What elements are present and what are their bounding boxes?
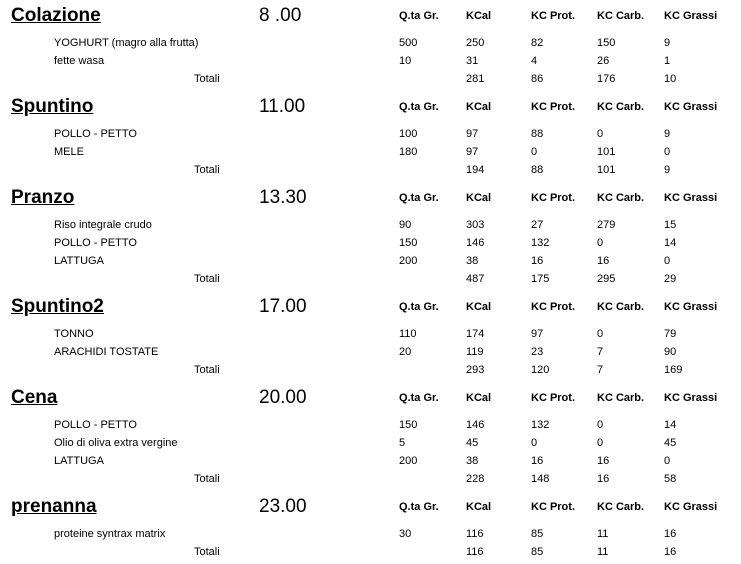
kcal-value: 146 (466, 237, 485, 249)
fat-value: 0 (664, 146, 671, 158)
meal-section (0, 187, 741, 290)
header-kcal: KCal (466, 101, 492, 113)
header-fat: KC Grassi (664, 101, 718, 113)
protein-value: 132 (531, 419, 550, 431)
total-protein: 148 (531, 473, 550, 485)
meal-title: Spuntino2 (11, 296, 104, 317)
protein-value: 88 (531, 128, 544, 140)
food-name: Riso integrale crudo (54, 219, 152, 231)
carbs-value: 0 (597, 237, 604, 249)
header-fat: KC Grassi (664, 192, 718, 204)
kcal-value: 303 (466, 219, 485, 231)
header-kcal: KCal (466, 301, 492, 313)
food-row (0, 454, 741, 472)
kcal-value: 119 (466, 346, 484, 358)
qty-value: 150 (399, 237, 418, 249)
protein-value: 23 (531, 346, 544, 358)
kcal-value: 250 (466, 37, 485, 49)
fat-value: 16 (664, 528, 677, 540)
carbs-value: 279 (597, 219, 616, 231)
fat-value: 45 (664, 437, 677, 449)
totals-row (0, 72, 741, 90)
header-carbs: KC Carb. (597, 392, 645, 404)
qty-value: 500 (399, 37, 418, 49)
header-kcal: KCal (466, 10, 492, 22)
fat-value: 90 (664, 346, 677, 358)
meal-time: 13.30 (259, 187, 307, 208)
meal-title: Pranzo (11, 187, 75, 208)
totals-label: Totali (194, 73, 220, 85)
total-protein: 86 (531, 73, 544, 85)
fat-value: 9 (664, 128, 671, 140)
qty-value: 20 (399, 346, 412, 358)
meal-time: 8 .00 (259, 5, 302, 26)
carbs-value: 26 (597, 55, 610, 67)
meal-section (0, 496, 741, 563)
totals-row (0, 472, 741, 490)
totals-label: Totali (194, 546, 220, 558)
header-qty: Q.ta Gr. (399, 101, 439, 113)
total-protein: 88 (531, 164, 544, 176)
food-row (0, 345, 741, 363)
total-fat: 29 (664, 273, 677, 285)
qty-value: 30 (399, 528, 412, 540)
totals-row (0, 163, 741, 181)
total-kcal: 487 (466, 273, 485, 285)
food-row (0, 54, 741, 72)
qty-value: 110 (399, 328, 417, 340)
food-name: fette wasa (54, 55, 105, 67)
fat-value: 0 (664, 455, 671, 467)
header-qty: Q.ta Gr. (399, 10, 439, 22)
qty-value: 100 (399, 128, 418, 140)
kcal-value: 146 (466, 419, 485, 431)
carbs-value: 0 (597, 128, 604, 140)
food-name: YOGHURT (magro alla frutta) (54, 37, 199, 49)
food-row (0, 127, 741, 145)
qty-value: 200 (399, 255, 418, 267)
meal-time: 20.00 (259, 387, 307, 408)
protein-value: 16 (531, 255, 544, 267)
total-protein: 85 (531, 546, 544, 558)
header-kcal: KCal (466, 501, 492, 513)
food-name: LATTUGA (54, 255, 104, 267)
carbs-value: 16 (597, 255, 610, 267)
food-row (0, 327, 741, 345)
food-row (0, 218, 741, 236)
meal-title: Spuntino (11, 96, 94, 117)
header-qty: Q.ta Gr. (399, 392, 439, 404)
meal-title: Colazione (11, 5, 101, 26)
kcal-value: 97 (466, 128, 479, 140)
total-fat: 169 (664, 364, 683, 376)
totals-row (0, 363, 741, 381)
fat-value: 1 (664, 55, 671, 67)
fat-value: 79 (664, 328, 677, 340)
total-carbs: 101 (597, 164, 616, 176)
kcal-value: 38 (466, 255, 479, 267)
header-kcal: KCal (466, 392, 492, 404)
total-carbs: 176 (597, 73, 616, 85)
carbs-value: 11 (597, 528, 609, 540)
fat-value: 14 (664, 237, 677, 249)
total-protein: 175 (531, 273, 550, 285)
meal-time: 17.00 (259, 296, 307, 317)
total-kcal: 228 (466, 473, 485, 485)
total-kcal: 293 (466, 364, 485, 376)
fat-value: 0 (664, 255, 671, 267)
totals-label: Totali (194, 473, 220, 485)
food-name: ARACHIDI TOSTATE (54, 346, 159, 358)
protein-value: 97 (531, 328, 544, 340)
food-row (0, 418, 741, 436)
carbs-value: 150 (597, 37, 616, 49)
kcal-value: 174 (466, 328, 485, 340)
header-fat: KC Grassi (664, 301, 718, 313)
food-name: TONNO (54, 328, 94, 340)
qty-value: 200 (399, 455, 418, 467)
totals-row (0, 272, 741, 290)
header-qty: Q.ta Gr. (399, 501, 439, 513)
meal-title: Cena (11, 387, 58, 408)
food-row (0, 236, 741, 254)
qty-value: 180 (399, 146, 418, 158)
total-kcal: 116 (466, 546, 484, 558)
header-protein: KC Prot. (531, 10, 575, 22)
kcal-value: 31 (466, 55, 479, 67)
header-kcal: KCal (466, 192, 492, 204)
header-carbs: KC Carb. (597, 501, 645, 513)
total-carbs: 16 (597, 473, 610, 485)
total-kcal: 281 (466, 73, 485, 85)
meal-time: 23.00 (259, 496, 307, 517)
header-protein: KC Prot. (531, 192, 575, 204)
total-fat: 9 (664, 164, 671, 176)
header-carbs: KC Carb. (597, 192, 645, 204)
food-row (0, 145, 741, 163)
header-carbs: KC Carb. (597, 10, 645, 22)
carbs-value: 0 (597, 437, 604, 449)
food-name: MELE (54, 146, 84, 158)
food-name: LATTUGA (54, 455, 104, 467)
protein-value: 82 (531, 37, 544, 49)
protein-value: 0 (531, 437, 538, 449)
carbs-value: 7 (597, 346, 604, 358)
total-carbs: 11 (597, 546, 609, 558)
total-fat: 10 (664, 73, 677, 85)
carbs-value: 16 (597, 455, 610, 467)
header-qty: Q.ta Gr. (399, 301, 439, 313)
food-row (0, 254, 741, 272)
fat-value: 14 (664, 419, 677, 431)
food-name: POLLO - PETTO (54, 128, 137, 140)
header-fat: KC Grassi (664, 501, 718, 513)
meal-time: 11.00 (259, 96, 306, 117)
kcal-value: 116 (466, 528, 484, 540)
totals-label: Totali (194, 164, 220, 176)
total-fat: 16 (664, 546, 677, 558)
totals-label: Totali (194, 364, 220, 376)
food-row (0, 436, 741, 454)
qty-value: 150 (399, 419, 418, 431)
header-fat: KC Grassi (664, 392, 718, 404)
totals-row (0, 545, 741, 563)
carbs-value: 0 (597, 419, 604, 431)
protein-value: 0 (531, 146, 538, 158)
totals-label: Totali (194, 273, 220, 285)
food-row (0, 527, 741, 545)
meal-section (0, 387, 741, 490)
fat-value: 15 (664, 219, 677, 231)
header-protein: KC Prot. (531, 101, 575, 113)
food-row (0, 36, 741, 54)
header-protein: KC Prot. (531, 501, 575, 513)
food-name: POLLO - PETTO (54, 419, 137, 431)
header-carbs: KC Carb. (597, 301, 645, 313)
protein-value: 85 (531, 528, 544, 540)
total-fat: 58 (664, 473, 677, 485)
kcal-value: 97 (466, 146, 479, 158)
meal-section (0, 96, 741, 181)
header-fat: KC Grassi (664, 10, 718, 22)
qty-value: 10 (399, 55, 412, 67)
header-qty: Q.ta Gr. (399, 192, 439, 204)
protein-value: 132 (531, 237, 550, 249)
qty-value: 5 (399, 437, 406, 449)
meal-section (0, 296, 741, 381)
fat-value: 9 (664, 37, 671, 49)
total-kcal: 194 (466, 164, 485, 176)
total-carbs: 295 (597, 273, 616, 285)
protein-value: 4 (531, 55, 538, 67)
meal-section (0, 5, 741, 90)
protein-value: 27 (531, 219, 544, 231)
kcal-value: 45 (466, 437, 479, 449)
food-name: Olio di oliva extra vergine (54, 437, 178, 449)
header-protein: KC Prot. (531, 301, 575, 313)
carbs-value: 0 (597, 328, 604, 340)
protein-value: 16 (531, 455, 544, 467)
header-carbs: KC Carb. (597, 101, 645, 113)
total-carbs: 7 (597, 364, 604, 376)
food-name: POLLO - PETTO (54, 237, 137, 249)
header-protein: KC Prot. (531, 392, 575, 404)
carbs-value: 101 (597, 146, 616, 158)
kcal-value: 38 (466, 455, 479, 467)
meal-title: prenanna (11, 496, 97, 517)
qty-value: 90 (399, 219, 412, 231)
total-protein: 120 (531, 364, 550, 376)
food-name: proteine syntrax matrix (54, 528, 166, 540)
